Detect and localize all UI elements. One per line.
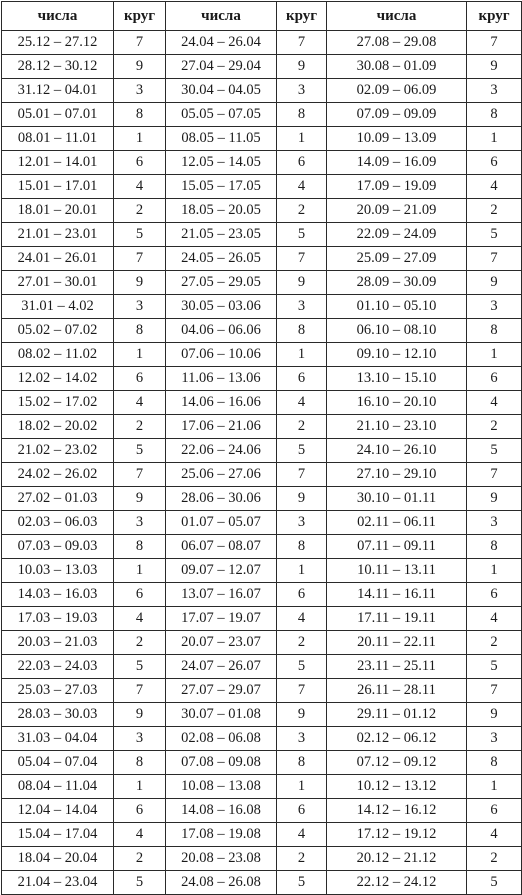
date-range-cell: 20.12 – 21.12 — [327, 847, 467, 871]
date-range-cell: 20.09 – 21.09 — [327, 199, 467, 223]
table-row — [2, 415, 522, 439]
circle-cell: 8 — [467, 751, 522, 775]
circle-cell: 2 — [114, 199, 166, 223]
date-range-cell: 14.11 – 16.11 — [327, 583, 467, 607]
date-range-cell: 15.05 – 17.05 — [166, 175, 277, 199]
date-range-cell: 20.03 – 21.03 — [2, 631, 114, 655]
circle-cell: 3 — [467, 727, 522, 751]
date-range-cell: 23.11 – 25.11 — [327, 655, 467, 679]
circle-cell: 2 — [114, 847, 166, 871]
circle-cell: 8 — [467, 103, 522, 127]
date-range-cell: 17.08 – 19.08 — [166, 823, 277, 847]
circle-cell: 3 — [277, 727, 327, 751]
date-range-cell: 27.04 – 29.04 — [166, 55, 277, 79]
circle-cell: 1 — [114, 343, 166, 367]
circle-cell: 8 — [277, 319, 327, 343]
date-range-cell: 29.11 – 01.12 — [327, 703, 467, 727]
date-range-cell: 10.12 – 13.12 — [327, 775, 467, 799]
circle-cell: 5 — [277, 223, 327, 247]
date-range-cell: 25.09 – 27.09 — [327, 247, 467, 271]
circle-cell: 2 — [277, 415, 327, 439]
circle-cell: 2 — [467, 631, 522, 655]
header-circle-3: круг — [467, 2, 522, 31]
date-range-cell: 25.06 – 27.06 — [166, 463, 277, 487]
date-range-cell: 27.07 – 29.07 — [166, 679, 277, 703]
date-range-cell: 27.05 – 29.05 — [166, 271, 277, 295]
table-row — [2, 319, 522, 343]
circle-cell: 1 — [277, 775, 327, 799]
date-range-cell: 07.08 – 09.08 — [166, 751, 277, 775]
date-range-cell: 02.11 – 06.11 — [327, 511, 467, 535]
date-range-cell: 15.01 – 17.01 — [2, 175, 114, 199]
circle-cell: 9 — [467, 271, 522, 295]
header-dates-2: числа — [166, 2, 277, 31]
circle-cell: 8 — [467, 535, 522, 559]
circle-cell: 5 — [467, 439, 522, 463]
date-range-cell: 17.12 – 19.12 — [327, 823, 467, 847]
date-range-cell: 21.05 – 23.05 — [166, 223, 277, 247]
circle-cell: 4 — [277, 175, 327, 199]
table-row — [2, 247, 522, 271]
circle-cell: 9 — [277, 487, 327, 511]
circle-cell: 9 — [277, 703, 327, 727]
date-range-cell: 07.06 – 10.06 — [166, 343, 277, 367]
circle-cell: 2 — [467, 847, 522, 871]
circle-cell: 3 — [277, 295, 327, 319]
date-range-cell: 10.09 – 13.09 — [327, 127, 467, 151]
table-row — [2, 535, 522, 559]
date-range-cell: 13.07 – 16.07 — [166, 583, 277, 607]
circle-cell: 7 — [467, 31, 522, 55]
date-range-cell: 15.04 – 17.04 — [2, 823, 114, 847]
date-range-cell: 17.09 – 19.09 — [327, 175, 467, 199]
circle-cell: 6 — [467, 583, 522, 607]
circle-cell: 8 — [114, 535, 166, 559]
circle-cell: 6 — [467, 367, 522, 391]
date-range-cell: 05.04 – 07.04 — [2, 751, 114, 775]
circle-cell: 4 — [114, 607, 166, 631]
date-range-cell: 11.06 – 13.06 — [166, 367, 277, 391]
circle-cell: 5 — [467, 871, 522, 895]
circle-cell: 8 — [114, 103, 166, 127]
circle-cell: 6 — [277, 367, 327, 391]
date-range-cell: 27.01 – 30.01 — [2, 271, 114, 295]
circle-cell: 4 — [277, 391, 327, 415]
date-range-cell: 27.08 – 29.08 — [327, 31, 467, 55]
circle-cell: 4 — [467, 391, 522, 415]
circle-cell: 7 — [114, 31, 166, 55]
table-row — [2, 583, 522, 607]
date-range-cell: 31.03 – 04.04 — [2, 727, 114, 751]
date-range-cell: 24.07 – 26.07 — [166, 655, 277, 679]
date-range-cell: 07.03 – 09.03 — [2, 535, 114, 559]
circle-cell: 6 — [114, 799, 166, 823]
date-range-cell: 06.10 – 08.10 — [327, 319, 467, 343]
circle-cell: 9 — [467, 487, 522, 511]
date-range-cell: 02.12 – 06.12 — [327, 727, 467, 751]
circle-cell: 8 — [114, 751, 166, 775]
date-range-cell: 09.10 – 12.10 — [327, 343, 467, 367]
circle-cell: 4 — [277, 823, 327, 847]
date-range-cell: 14.08 – 16.08 — [166, 799, 277, 823]
table-row — [2, 631, 522, 655]
circle-cell: 1 — [277, 343, 327, 367]
date-range-cell: 22.09 – 24.09 — [327, 223, 467, 247]
circle-cell: 8 — [114, 319, 166, 343]
table-row — [2, 799, 522, 823]
table-row — [2, 199, 522, 223]
circle-cell: 4 — [114, 175, 166, 199]
circle-cell: 3 — [114, 511, 166, 535]
date-range-cell: 15.02 – 17.02 — [2, 391, 114, 415]
date-range-cell: 31.01 – 4.02 — [2, 295, 114, 319]
circle-cell: 7 — [277, 31, 327, 55]
date-range-cell: 24.08 – 26.08 — [166, 871, 277, 895]
circle-cell: 4 — [277, 607, 327, 631]
date-range-cell: 17.03 – 19.03 — [2, 607, 114, 631]
date-range-cell: 10.08 – 13.08 — [166, 775, 277, 799]
table-row — [2, 31, 522, 55]
circle-cell: 7 — [467, 679, 522, 703]
header-dates-3: числа — [327, 2, 467, 31]
date-range-cell: 12.02 – 14.02 — [2, 367, 114, 391]
date-range-cell: 02.03 – 06.03 — [2, 511, 114, 535]
circle-cell: 9 — [114, 271, 166, 295]
circle-cell: 9 — [467, 55, 522, 79]
date-range-cell: 14.06 – 16.06 — [166, 391, 277, 415]
date-range-cell: 28.12 – 30.12 — [2, 55, 114, 79]
date-range-cell: 05.01 – 07.01 — [2, 103, 114, 127]
circle-cell: 2 — [467, 415, 522, 439]
circle-cell: 3 — [114, 727, 166, 751]
date-range-cell: 10.03 – 13.03 — [2, 559, 114, 583]
date-range-cell: 21.04 – 23.04 — [2, 871, 114, 895]
circle-cell: 1 — [467, 775, 522, 799]
date-range-cell: 30.08 – 01.09 — [327, 55, 467, 79]
date-range-cell: 18.01 – 20.01 — [2, 199, 114, 223]
date-range-cell: 17.07 – 19.07 — [166, 607, 277, 631]
date-range-cell: 12.05 – 14.05 — [166, 151, 277, 175]
table-row — [2, 751, 522, 775]
circle-cell: 1 — [277, 559, 327, 583]
date-range-cell: 08.04 – 11.04 — [2, 775, 114, 799]
circle-cell: 7 — [467, 463, 522, 487]
date-range-cell: 28.03 – 30.03 — [2, 703, 114, 727]
table-row — [2, 223, 522, 247]
circle-cell: 2 — [114, 631, 166, 655]
circle-cell: 4 — [467, 823, 522, 847]
circle-cell: 2 — [277, 631, 327, 655]
circle-cell: 1 — [114, 127, 166, 151]
dates-circle-table — [1, 1, 522, 895]
circle-cell: 6 — [277, 799, 327, 823]
header-dates-1: числа — [2, 2, 114, 31]
circle-cell: 4 — [114, 823, 166, 847]
date-range-cell: 14.09 – 16.09 — [327, 151, 467, 175]
circle-cell: 3 — [467, 79, 522, 103]
table-row — [2, 823, 522, 847]
date-range-cell: 08.02 – 11.02 — [2, 343, 114, 367]
date-range-cell: 21.10 – 23.10 — [327, 415, 467, 439]
table-row — [2, 559, 522, 583]
circle-cell: 1 — [114, 559, 166, 583]
circle-cell: 9 — [114, 487, 166, 511]
date-range-cell: 12.01 – 14.01 — [2, 151, 114, 175]
date-range-cell: 05.05 – 07.05 — [166, 103, 277, 127]
header-circle-2: круг — [277, 2, 327, 31]
circle-cell: 3 — [277, 79, 327, 103]
date-range-cell: 24.02 – 26.02 — [2, 463, 114, 487]
header-row — [2, 2, 522, 31]
circle-cell: 8 — [277, 751, 327, 775]
circle-cell: 7 — [277, 247, 327, 271]
table-row — [2, 79, 522, 103]
date-range-cell: 28.09 – 30.09 — [327, 271, 467, 295]
date-range-cell: 24.04 – 26.04 — [166, 31, 277, 55]
circle-cell: 9 — [277, 271, 327, 295]
table-row — [2, 343, 522, 367]
date-range-cell: 02.09 – 06.09 — [327, 79, 467, 103]
date-range-cell: 17.11 – 19.11 — [327, 607, 467, 631]
date-range-cell: 08.01 – 11.01 — [2, 127, 114, 151]
circle-cell: 7 — [277, 463, 327, 487]
circle-cell: 2 — [277, 847, 327, 871]
table-row — [2, 703, 522, 727]
table-row — [2, 271, 522, 295]
date-range-cell: 24.01 – 26.01 — [2, 247, 114, 271]
circle-cell: 9 — [467, 703, 522, 727]
table-row — [2, 847, 522, 871]
table-body — [2, 31, 522, 895]
date-range-cell: 08.05 – 11.05 — [166, 127, 277, 151]
date-range-cell: 22.12 – 24.12 — [327, 871, 467, 895]
date-range-cell: 07.09 – 09.09 — [327, 103, 467, 127]
date-range-cell: 27.02 – 01.03 — [2, 487, 114, 511]
circle-cell: 4 — [467, 175, 522, 199]
table-row — [2, 391, 522, 415]
table-row — [2, 679, 522, 703]
date-range-cell: 22.03 – 24.03 — [2, 655, 114, 679]
table-row — [2, 175, 522, 199]
date-range-cell: 30.04 – 04.05 — [166, 79, 277, 103]
date-range-cell: 02.08 – 06.08 — [166, 727, 277, 751]
table-row — [2, 295, 522, 319]
date-range-cell: 20.08 – 23.08 — [166, 847, 277, 871]
table-row — [2, 127, 522, 151]
circle-cell: 6 — [114, 151, 166, 175]
circle-cell: 5 — [114, 655, 166, 679]
date-range-cell: 04.06 – 06.06 — [166, 319, 277, 343]
date-range-cell: 30.05 – 03.06 — [166, 295, 277, 319]
date-range-cell: 21.01 – 23.01 — [2, 223, 114, 247]
date-range-cell: 21.02 – 23.02 — [2, 439, 114, 463]
table-row — [2, 103, 522, 127]
table-row — [2, 871, 522, 895]
date-range-cell: 18.05 – 20.05 — [166, 199, 277, 223]
date-range-cell: 25.12 – 27.12 — [2, 31, 114, 55]
header-circle-1: круг — [114, 2, 166, 31]
table-row — [2, 487, 522, 511]
date-range-cell: 01.10 – 05.10 — [327, 295, 467, 319]
date-range-cell: 07.11 – 09.11 — [327, 535, 467, 559]
date-range-cell: 30.10 – 01.11 — [327, 487, 467, 511]
date-range-cell: 12.04 – 14.04 — [2, 799, 114, 823]
date-range-cell: 05.02 – 07.02 — [2, 319, 114, 343]
circle-cell: 7 — [114, 679, 166, 703]
circle-cell: 6 — [467, 799, 522, 823]
date-range-cell: 24.05 – 26.05 — [166, 247, 277, 271]
date-range-cell: 26.11 – 28.11 — [327, 679, 467, 703]
circle-cell: 8 — [467, 319, 522, 343]
date-range-cell: 31.12 – 04.01 — [2, 79, 114, 103]
circle-cell: 5 — [114, 223, 166, 247]
date-range-cell: 06.07 – 08.07 — [166, 535, 277, 559]
date-range-cell: 07.12 – 09.12 — [327, 751, 467, 775]
circle-cell: 9 — [114, 703, 166, 727]
circle-cell: 8 — [277, 535, 327, 559]
circle-cell: 1 — [277, 127, 327, 151]
circle-cell: 5 — [277, 655, 327, 679]
date-range-cell: 14.12 – 16.12 — [327, 799, 467, 823]
circle-cell: 2 — [467, 199, 522, 223]
table-row — [2, 367, 522, 391]
table-row — [2, 511, 522, 535]
circle-cell: 6 — [467, 151, 522, 175]
circle-cell: 7 — [277, 679, 327, 703]
date-range-cell: 22.06 – 24.06 — [166, 439, 277, 463]
date-range-cell: 10.11 – 13.11 — [327, 559, 467, 583]
circle-cell: 3 — [467, 511, 522, 535]
circle-cell: 1 — [467, 559, 522, 583]
table-row — [2, 463, 522, 487]
date-range-cell: 18.02 – 20.02 — [2, 415, 114, 439]
circle-cell: 5 — [277, 871, 327, 895]
date-range-cell: 20.07 – 23.07 — [166, 631, 277, 655]
circle-cell: 6 — [277, 151, 327, 175]
table-row — [2, 607, 522, 631]
table-row — [2, 775, 522, 799]
circle-cell: 4 — [467, 607, 522, 631]
circle-cell: 3 — [114, 295, 166, 319]
circle-cell: 5 — [467, 223, 522, 247]
circle-cell: 3 — [114, 79, 166, 103]
circle-cell: 9 — [277, 55, 327, 79]
table-row — [2, 655, 522, 679]
circle-cell: 1 — [467, 343, 522, 367]
circle-cell: 5 — [467, 655, 522, 679]
circle-cell: 6 — [114, 583, 166, 607]
date-range-cell: 14.03 – 16.03 — [2, 583, 114, 607]
date-range-cell: 28.06 – 30.06 — [166, 487, 277, 511]
circle-cell: 3 — [467, 295, 522, 319]
table-row — [2, 55, 522, 79]
date-range-cell: 16.10 – 20.10 — [327, 391, 467, 415]
circle-cell: 5 — [114, 439, 166, 463]
date-range-cell: 25.03 – 27.03 — [2, 679, 114, 703]
circle-cell: 6 — [277, 583, 327, 607]
date-range-cell: 18.04 – 20.04 — [2, 847, 114, 871]
circle-cell: 5 — [114, 871, 166, 895]
date-range-cell: 27.10 – 29.10 — [327, 463, 467, 487]
date-range-cell: 09.07 – 12.07 — [166, 559, 277, 583]
circle-cell: 9 — [114, 55, 166, 79]
circle-cell: 3 — [277, 511, 327, 535]
circle-cell: 6 — [114, 367, 166, 391]
date-range-cell: 01.07 – 05.07 — [166, 511, 277, 535]
circle-cell: 1 — [467, 127, 522, 151]
table-row — [2, 727, 522, 751]
date-range-cell: 13.10 – 15.10 — [327, 367, 467, 391]
circle-cell: 7 — [467, 247, 522, 271]
circle-cell: 2 — [114, 415, 166, 439]
circle-cell: 1 — [114, 775, 166, 799]
date-range-cell: 20.11 – 22.11 — [327, 631, 467, 655]
circle-cell: 7 — [114, 463, 166, 487]
date-range-cell: 24.10 – 26.10 — [327, 439, 467, 463]
circle-cell: 2 — [277, 199, 327, 223]
circle-cell: 7 — [114, 247, 166, 271]
date-range-cell: 30.07 – 01.08 — [166, 703, 277, 727]
date-range-cell: 17.06 – 21.06 — [166, 415, 277, 439]
circle-cell: 8 — [277, 103, 327, 127]
circle-cell: 4 — [114, 391, 166, 415]
table-row — [2, 151, 522, 175]
circle-cell: 5 — [277, 439, 327, 463]
table-row — [2, 439, 522, 463]
